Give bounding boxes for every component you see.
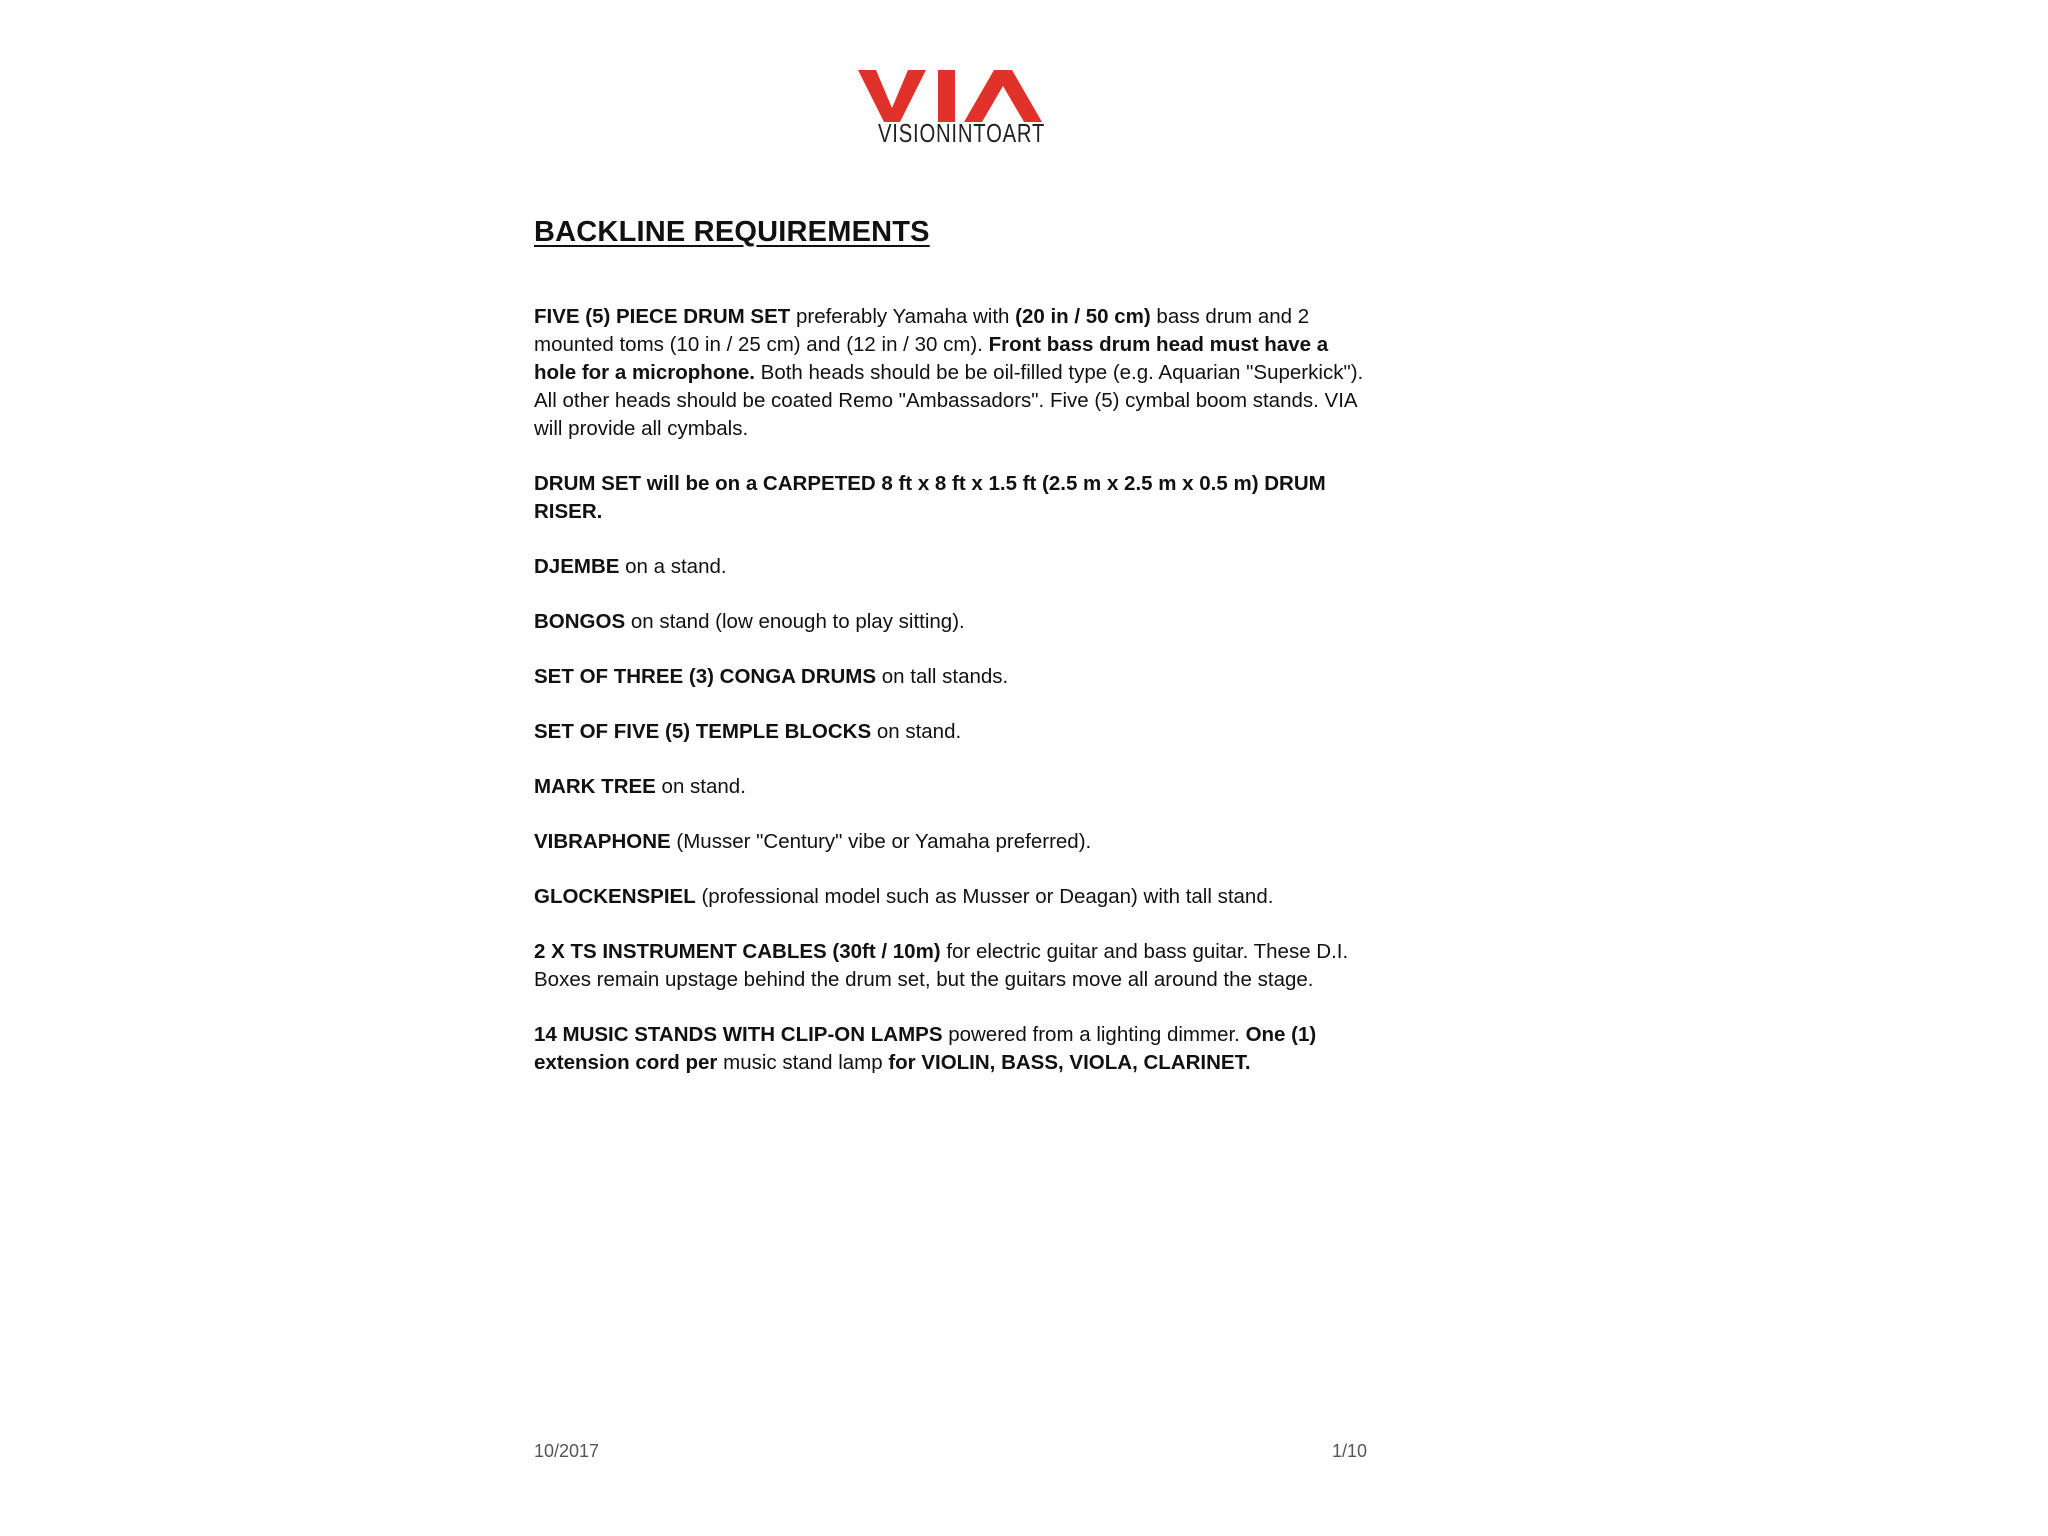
page-title: BACKLINE REQUIREMENTS xyxy=(534,216,930,248)
requirement-item xyxy=(534,1021,1364,1077)
requirements-list xyxy=(534,303,1364,1077)
requirement-text: music stand lamp xyxy=(717,1051,889,1074)
footer-page-number: 1/10 xyxy=(1332,1441,1368,1461)
requirement-item xyxy=(534,663,1364,691)
requirement-text: Both heads should be be oil-filled type (e.g. Aquarian "Superkick"). All other heads should be coated Remo "Ambassadors". Five (5) cymbal boom stands. VIA will provide all cymbals. xyxy=(534,361,1364,440)
requirement-emphasis: VIBRAPHONE xyxy=(534,830,671,853)
requirement-text: bass drum and 2 mounted toms (10 in / 25 cm) and (12 in / 30 cm). xyxy=(534,305,1310,356)
requirement-text: on tall stands. xyxy=(876,665,1009,688)
requirement-text: on stand. xyxy=(871,720,962,743)
requirement-item xyxy=(534,553,1364,581)
footer-date: 10/2017 xyxy=(534,1441,600,1461)
requirement-emphasis: SET OF THREE (3) CONGA DRUMS xyxy=(534,665,877,688)
requirement-item xyxy=(534,938,1364,994)
requirement-item xyxy=(534,718,1364,746)
logo-tagline: VISIONINTOART xyxy=(878,118,1046,148)
requirement-text: preferably Yamaha with xyxy=(790,305,1016,328)
requirement-text: for electric guitar and bass guitar. These D.I. Boxes remain upstage behind the drum set, but the guitars move all around the stage. xyxy=(534,940,1349,991)
requirement-text: on stand. xyxy=(655,775,746,798)
requirement-emphasis: 14 MUSIC STANDS WITH CLIP-ON LAMPS xyxy=(534,1023,943,1046)
requirement-text: (professional model such as Musser or Deagan) with tall stand. xyxy=(695,885,1274,908)
requirement-emphasis: DRUM SET will be on a CARPETED 8 ft x 8 ft x 1.5 ft (2.5 m x 2.5 m x 0.5 m) DRUM RISER. xyxy=(534,472,1326,523)
requirement-emphasis: BONGOS xyxy=(534,610,626,633)
requirement-emphasis: 2 X TS INSTRUMENT CABLES (30ft / 10m) xyxy=(534,940,941,963)
requirement-item xyxy=(534,303,1364,443)
requirement-text: (Musser "Century" vibe or Yamaha preferred). xyxy=(670,830,1092,853)
via-logo-mark xyxy=(858,70,1046,122)
requirement-item xyxy=(534,773,1364,801)
requirement-item xyxy=(534,470,1364,526)
requirement-emphasis: Front bass drum head must have a hole for a microphone. xyxy=(534,333,1329,384)
requirement-emphasis: GLOCKENSPIEL xyxy=(534,885,696,908)
requirement-item xyxy=(534,608,1364,636)
document-body xyxy=(534,213,1364,1104)
requirement-item xyxy=(534,883,1364,911)
requirement-emphasis: DJEMBE xyxy=(534,555,620,578)
requirement-item xyxy=(534,828,1364,856)
requirement-text: on a stand. xyxy=(619,555,727,578)
requirement-text: powered from a lighting dimmer. xyxy=(942,1023,1246,1046)
requirement-emphasis: (20 in / 50 cm) xyxy=(1015,305,1151,328)
requirement-emphasis: FIVE (5) PIECE DRUM SET xyxy=(534,305,791,328)
via-logo xyxy=(858,70,1048,150)
requirement-text: on stand (low enough to play sitting). xyxy=(625,610,965,633)
requirement-emphasis: for VIOLIN, BASS, VIOLA, CLARINET. xyxy=(888,1051,1251,1074)
requirement-emphasis: SET OF FIVE (5) TEMPLE BLOCKS xyxy=(534,720,872,743)
requirement-emphasis: MARK TREE xyxy=(534,775,656,798)
requirement-emphasis: One (1) extension cord per xyxy=(534,1023,1317,1074)
